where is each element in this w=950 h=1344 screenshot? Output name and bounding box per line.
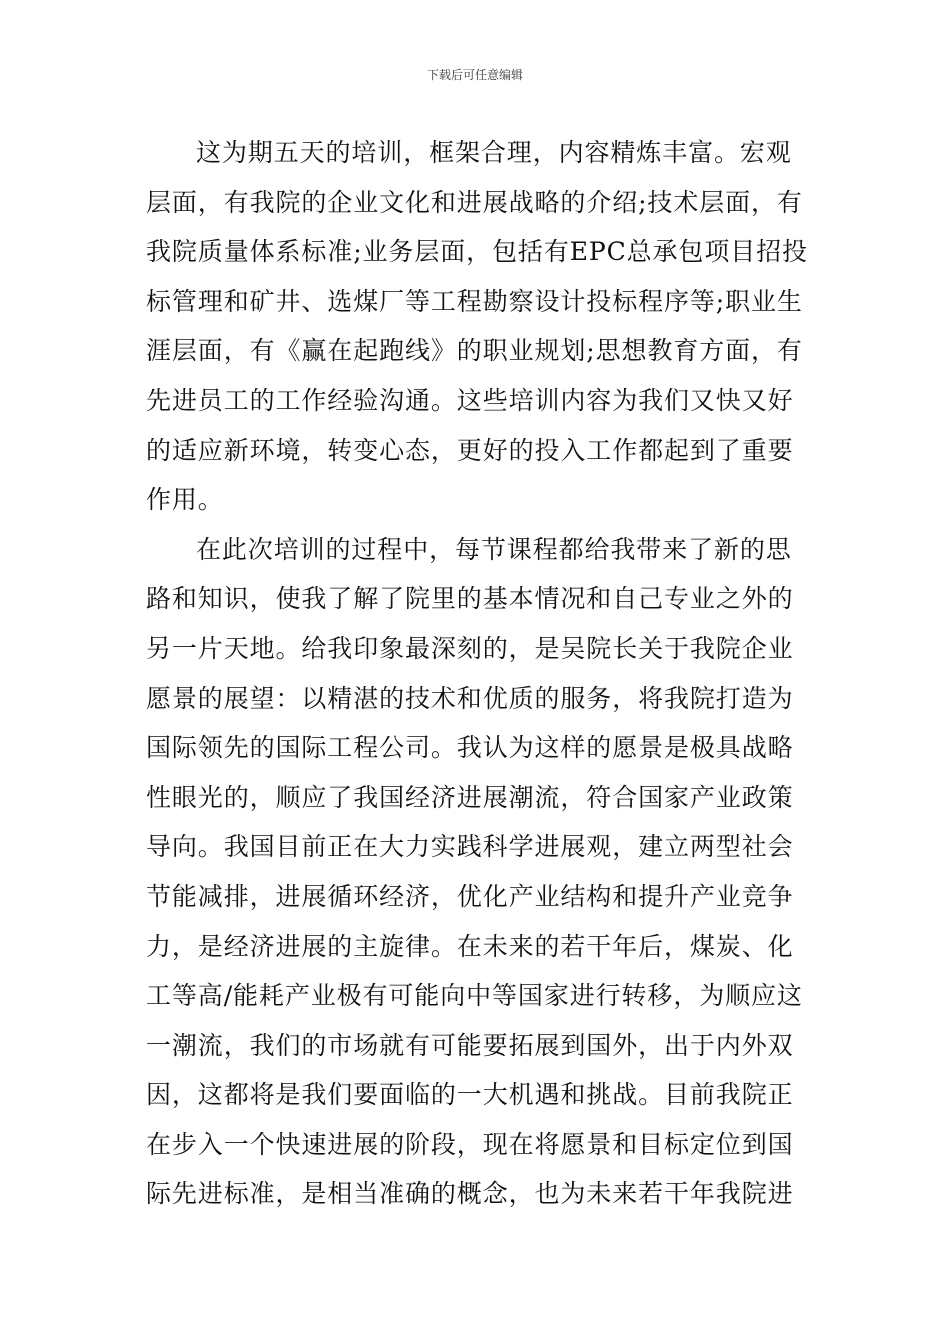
text-line: 因，这都将是我们要面临的一大机遇和挑战。目前我院正 bbox=[146, 1080, 794, 1110]
text-line: 工等高/能耗产业极有可能向中等国家进行转移，为顺应这 bbox=[146, 981, 803, 1011]
text-line: 愿景的展望：以精湛的技术和优质的服务，将我院打造为 bbox=[146, 683, 794, 713]
text-line: 另一片天地。给我印象最深刻的，是吴院长关于我院企业 bbox=[146, 633, 794, 663]
text-line: 涯层面，有《赢在起跑线》的职业规划;思想教育方面，有 bbox=[146, 336, 803, 366]
text-line: 先进员工的工作经验沟通。这些培训内容为我们又快又好 bbox=[146, 385, 794, 415]
text-line: 作用。 bbox=[146, 485, 224, 515]
paragraph bbox=[146, 128, 810, 525]
text-line: 我院质量体系标准;业务层面，包括有EPC总承包项目招投 bbox=[146, 237, 808, 267]
text-line: 性眼光的，顺应了我国经济进展潮流，符合国家产业政策 bbox=[146, 782, 794, 812]
document-body bbox=[146, 128, 810, 1219]
text-line: 一潮流，我们的市场就有可能要拓展到国外，出于内外双 bbox=[146, 1030, 794, 1060]
text-line: 在此次培训的过程中，每节课程都给我带来了新的思 bbox=[196, 534, 792, 564]
page-header: 下载后可任意编辑 bbox=[426, 68, 523, 82]
text-line: 国际领先的国际工程公司。我认为这样的愿景是极具战略 bbox=[146, 733, 794, 763]
text-line: 节能减排，进展循环经济，优化产业结构和提升产业竞争 bbox=[146, 881, 794, 911]
text-line: 层面，有我院的企业文化和进展战略的介绍;技术层面，有 bbox=[146, 187, 803, 217]
text-line: 际先进标准，是相当准确的概念，也为未来若干年我院进 bbox=[146, 1179, 794, 1209]
text-line: 导向。我国目前正在大力实践科学进展观，建立两型社会 bbox=[146, 832, 794, 862]
text-line: 标管理和矿井、选煤厂等工程勘察设计投标程序等;职业生 bbox=[146, 286, 803, 316]
text-line: 力，是经济进展的主旋律。在未来的若干年后，煤炭、化 bbox=[146, 931, 794, 961]
text-line: 的适应新环境，转变心态，更好的投入工作都起到了重要 bbox=[146, 435, 794, 465]
text-line: 路和知识，使我了解了院里的基本情况和自己专业之外的 bbox=[146, 584, 794, 614]
paragraph bbox=[146, 525, 810, 1219]
text-line: 这为期五天的培训，框架合理，内容精炼丰富。宏观 bbox=[196, 138, 792, 167]
text-line: 在步入一个快速进展的阶段，现在将愿景和目标定位到国 bbox=[146, 1129, 794, 1159]
